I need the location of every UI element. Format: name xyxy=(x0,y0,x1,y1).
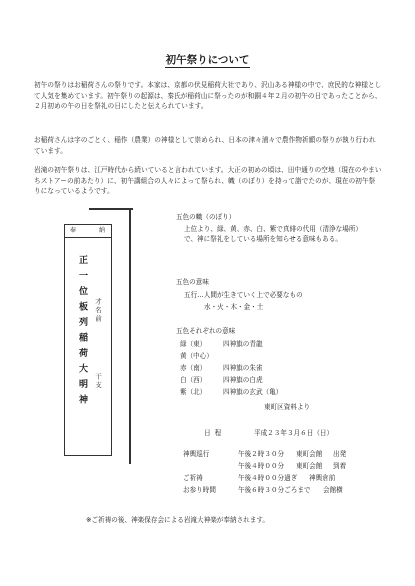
color-meaning: 四神旗の玄武（亀） xyxy=(223,388,283,396)
event-time: 午後２時３０分 xyxy=(238,450,285,458)
banner-head-left: 奉 xyxy=(70,227,77,234)
color-name: 緑（東） xyxy=(180,340,207,348)
schedule-date: 平成２３年３月６日（日） xyxy=(254,429,334,437)
meaning-text: 五行…人間が生きていく上で必要なもの xyxy=(184,291,303,299)
event-time: 午後６時３０分ごろまで xyxy=(238,486,311,494)
event-action: 出発 xyxy=(333,450,347,458)
color-meaning: 四神旗の白虎 xyxy=(223,376,263,384)
schedule-label: 日程 xyxy=(204,429,226,437)
event-time: 午後４時００分 xyxy=(238,462,285,470)
event-place: 東町会館 xyxy=(296,462,323,470)
paragraph-agriculture: お稲荷さんは字のごとく、稲作（農業）の神様として崇められ、日本の津々浦々で農作物祈願の祭りが執り行われています。 xyxy=(34,136,376,155)
document-title: 初午祭りについて xyxy=(165,54,250,66)
reference-note: 東町区資料より xyxy=(264,403,311,411)
event-place: 東町会館 xyxy=(296,450,323,458)
banner-main-text: 正一位板列稲荷大明神 xyxy=(77,255,87,410)
event-action: 到着 xyxy=(333,462,347,470)
color-meaning: 四神旗の朱雀 xyxy=(223,364,263,372)
paragraph-origin: 初午の祭りはお稲荷さんの祭りです。本家は、京都の伏見稲荷大社であり、沢山ある神様の中で、庶民的な神様として人気を集めています。初午祭りの起源は、秦氏が稲荷山に祭ったのが和銅４年２月の初午の日であったことから、２月初めの午の日を祭礼の日にしたと伝えられています。 xyxy=(34,81,382,110)
meaning-heading: 五色の意味 xyxy=(176,278,209,286)
paragraph-iwataki-history: 岩滝の初午祭りは、江戸時代から続いていると言われています。大正の初めの頃は、田中通りの空地（現在のやまいちストアーの前あたり）に、初午講組合の人々によって祭られ、幟（のぼり）を持って詣でたのが、現在の初午祭りになっているようです。 xyxy=(34,166,382,195)
event-time: 午後４時００分過ぎ xyxy=(238,474,298,482)
footer-note: ※ご祈祷の後、神楽保存会による岩滝大神楽が奉納されます。 xyxy=(86,516,270,524)
banner-eto-text: 干支 xyxy=(94,373,102,390)
nobori-text: 上位より、緑、黄、赤、白、紫で真緋の代用（清浄な場所）で、神に祭礼をしている場所を知らせる意味もある。 xyxy=(184,225,363,243)
event-place: 会館横 xyxy=(323,486,343,494)
nobori-heading: 五色の幟（のぼり） xyxy=(176,213,236,221)
banner-pole xyxy=(129,208,131,464)
banner-header xyxy=(65,225,111,238)
banner-head-right: 納 xyxy=(98,227,105,234)
color-name: 赤（南） xyxy=(180,364,207,372)
each-color-heading: 五色それぞれの意味 xyxy=(176,327,236,335)
banner-name-text: 才名前 xyxy=(94,298,102,324)
event-name: ご祈祷 xyxy=(183,474,203,482)
color-name: 白（西） xyxy=(180,376,207,384)
nobori-banner xyxy=(64,224,112,456)
event-name: 神輿巡行 xyxy=(183,450,210,458)
event-place: 神輿倉前 xyxy=(309,474,336,482)
color-name: 黄（中心） xyxy=(180,352,213,360)
meaning-elements: 水・火・木・金・土 xyxy=(204,303,264,311)
event-name: お参り時間 xyxy=(183,486,216,494)
color-name: 紫（北） xyxy=(180,388,207,396)
color-meaning: 四神旗の青龍 xyxy=(223,340,263,348)
banner-pole-top xyxy=(89,208,133,210)
